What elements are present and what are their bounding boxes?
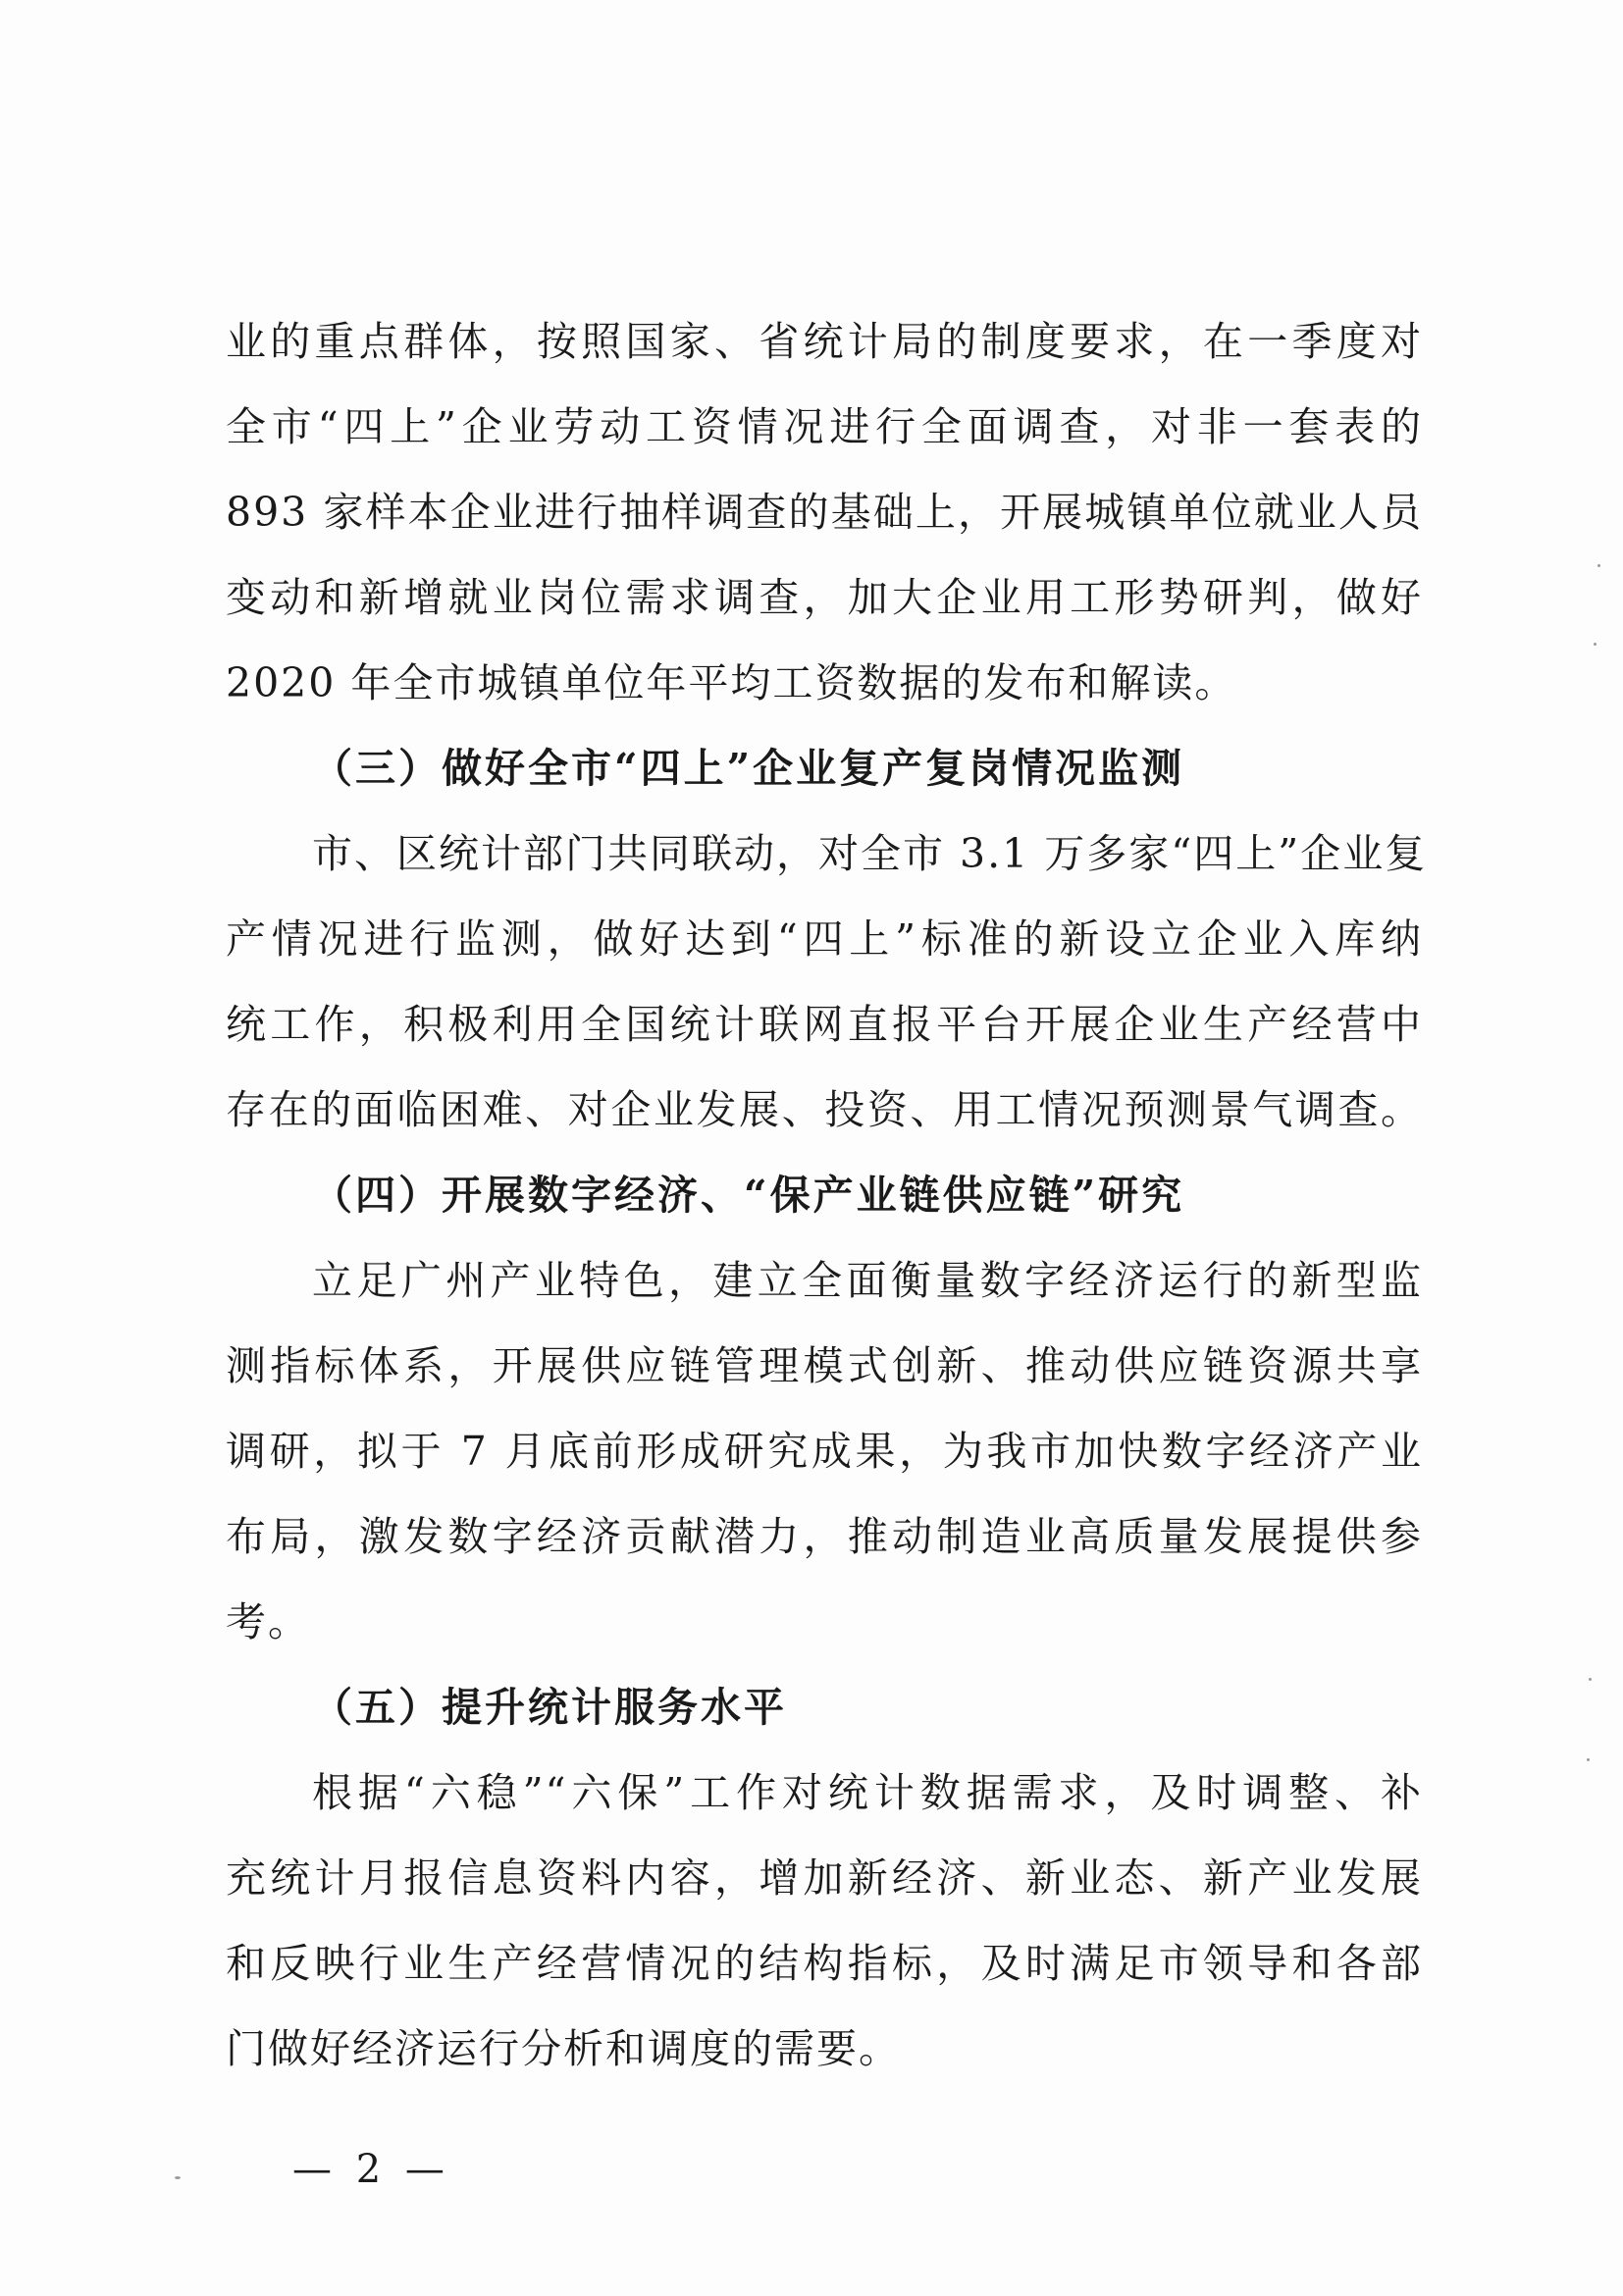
text-line: 测指标体系，开展供应链管理模式创新、推动供应链资源共享 — [226, 1342, 1423, 1389]
text-line: 变动和新增就业岗位需求调查，加大企业用工形势研判，做好 — [226, 574, 1423, 621]
text-line: 业的重点群体，按照国家、省统计局的制度要求，在一季度对 — [226, 318, 1423, 365]
paragraph-first-line: 市、区统计部门共同联动，对全市 3.1 万多家“四上”企业复 — [312, 830, 1428, 877]
text-line: 全市“四上”企业劳动工资情况进行全面调查，对非一套表的 — [226, 403, 1423, 450]
scan-speck — [1587, 1758, 1590, 1761]
document-body — [226, 299, 1428, 2092]
text-line: 考。 — [226, 1598, 310, 1645]
text-line: 布局，激发数字经济贡献潜力，推动制造业高质量发展提供参 — [226, 1513, 1423, 1560]
text-line: 充统计月报信息资料内容，增加新经济、新业态、新产业发展 — [226, 1854, 1423, 1902]
paragraph-first-line: 根据“六稳”“六保”工作对统计数据需求，及时调整、补 — [312, 1769, 1423, 1816]
scan-speck — [1594, 643, 1597, 646]
text-line: 调研，拟于 7 月底前形成研究成果，为我市加快数字经济产业 — [226, 1428, 1423, 1475]
text-line: 2020 年全市城镇单位年平均工资数据的发布和解读。 — [226, 659, 1237, 706]
paragraph-first-line: 立足广州产业特色，建立全面衡量数字经济运行的新型监 — [312, 1257, 1423, 1304]
text-line: 存在的面临困难、对企业发展、投资、用工情况预测景气调查。 — [226, 1086, 1423, 1133]
section-heading-5: （五）提升统计服务水平 — [312, 1684, 787, 1731]
text-line: 产情况进行监测，做好达到“四上”标准的新设立企业入库纳 — [226, 915, 1423, 963]
scan-speck — [1597, 564, 1600, 567]
page-number: — 2 — — [292, 2147, 450, 2192]
scan-speck — [175, 2176, 181, 2179]
text-line: 893 家样本企业进行抽样调查的基础上，开展城镇单位就业人员 — [226, 489, 1423, 536]
text-line: 统工作，积极利用全国统计联网直报平台开展企业生产经营中 — [226, 1001, 1423, 1048]
text-line: 和反映行业生产经营情况的结构指标，及时满足市领导和各部 — [226, 1940, 1423, 1987]
section-heading-3: （三）做好全市“四上”企业复产复岗情况监测 — [312, 745, 1185, 792]
section-heading-4: （四）开展数字经济、“保产业链供应链”研究 — [312, 1172, 1185, 1219]
text-line: 门做好经济运行分析和调度的需要。 — [226, 2025, 901, 2072]
scan-speck — [1589, 1678, 1592, 1681]
